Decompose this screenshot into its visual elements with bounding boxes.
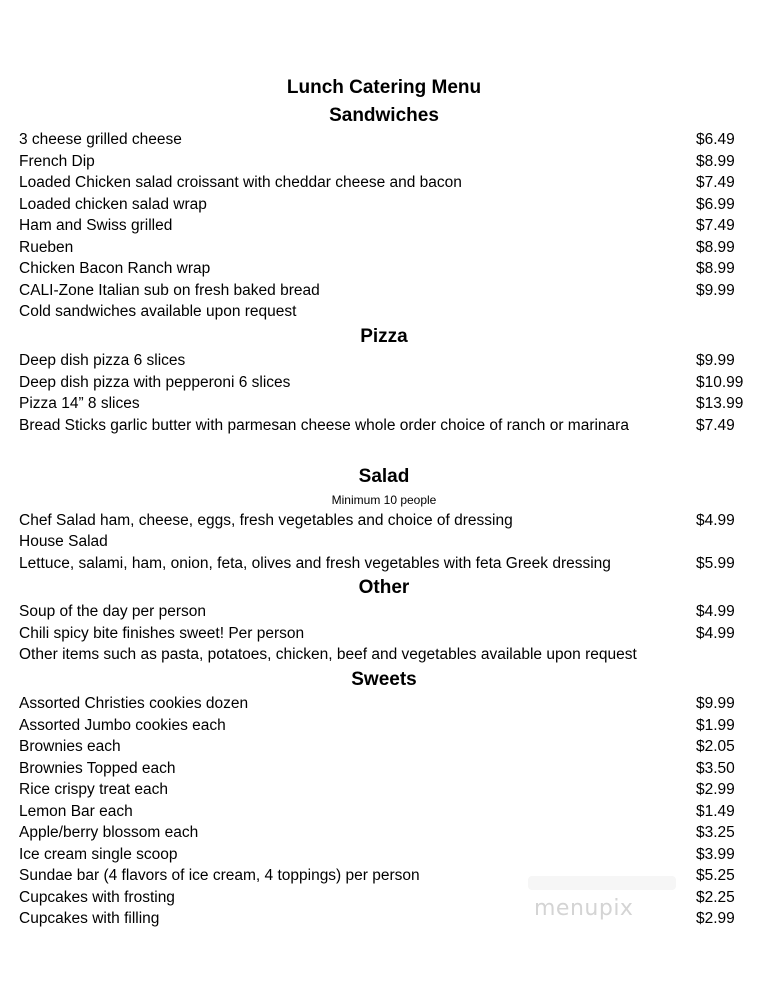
item-name: Loaded Chicken salad croissant with cheddar cheese and bacon — [19, 174, 462, 191]
section-heading-salad: Salad — [358, 466, 410, 487]
item-price: $13.99 — [696, 395, 744, 412]
item-price: $5.25 — [696, 867, 735, 884]
item-name: Deep dish pizza 6 slices — [19, 352, 186, 369]
menupix-watermark: menupix — [534, 896, 634, 921]
item-name: Assorted Jumbo cookies each — [19, 716, 226, 734]
item-name: Bread Sticks garlic butter with parmesan cheese whole order choice of ranch or marinara — [19, 416, 629, 434]
menu-item — [19, 822, 759, 844]
menu-item — [19, 601, 759, 623]
item-price: $6.49 — [696, 131, 735, 148]
item-price: $8.99 — [696, 238, 735, 256]
item-name: Pizza 14” 8 slices — [19, 395, 140, 412]
item-name: Brownies each — [19, 738, 121, 755]
item-price: $2.99 — [696, 781, 735, 798]
item-name: Lettuce, salami, ham, onion, feta, olives and fresh vegetables with feta Greek dressing — [19, 554, 611, 572]
item-name: Cupcakes with frosting — [19, 888, 175, 906]
item-name: CALI-Zone Italian sub on fresh baked bread — [19, 281, 320, 299]
item-price: $6.99 — [696, 195, 735, 213]
menu-item — [19, 350, 759, 372]
item-name: Chef Salad ham, cheese, eggs, fresh vegetables and choice of dressing — [19, 511, 513, 529]
menu-item — [19, 172, 759, 194]
item-name: Other items such as pasta, potatoes, chicken, beef and vegetables available upon request — [19, 646, 637, 663]
item-name: Ice cream single scoop — [19, 845, 178, 863]
item-price: $8.99 — [696, 152, 735, 170]
item-name: Soup of the day per person — [19, 603, 206, 620]
menu-item — [19, 372, 759, 394]
item-name: Chili spicy bite finishes sweet! Per person — [19, 624, 305, 642]
menu-item — [19, 553, 759, 575]
item-price: $3.99 — [696, 845, 735, 863]
item-price: $5.99 — [696, 554, 735, 572]
item-name: Cold sandwiches available upon request — [19, 303, 297, 320]
item-price: $3.25 — [696, 824, 735, 841]
menu-item — [19, 531, 759, 553]
menu-item — [19, 393, 759, 415]
section-heading-other: Other — [358, 577, 410, 598]
menu-item — [19, 194, 759, 216]
menu-item — [19, 908, 759, 930]
section-heading-sandwiches: Sandwiches — [329, 105, 439, 126]
item-price: $2.99 — [696, 910, 735, 927]
menu-item — [19, 693, 759, 715]
item-price: $1.49 — [696, 802, 735, 820]
menu-item — [19, 415, 759, 437]
item-price: $1.99 — [696, 716, 735, 734]
item-price: $7.49 — [696, 217, 735, 234]
menu-item — [19, 215, 759, 237]
menu-item — [19, 736, 759, 758]
menu-item — [19, 151, 759, 173]
salad-minimum-note: Minimum 10 people — [331, 493, 437, 507]
item-name: Brownies Topped each — [19, 759, 176, 777]
item-name: Chicken Bacon Ranch wrap — [19, 260, 211, 277]
section-heading-sweets: Sweets — [351, 669, 417, 690]
item-price: $9.99 — [696, 695, 735, 712]
item-price: $4.99 — [696, 603, 735, 620]
menu-item — [19, 301, 759, 323]
menu-item — [19, 644, 759, 666]
menu-item — [19, 510, 759, 532]
menu-item — [19, 623, 759, 645]
item-name: Loaded chicken salad wrap — [19, 195, 207, 213]
item-name: Deep dish pizza with pepperoni 6 slices — [19, 373, 291, 391]
menu-item — [19, 801, 759, 823]
item-name: French Dip — [19, 152, 95, 170]
item-price: $9.99 — [696, 281, 735, 299]
menu-item — [19, 280, 759, 302]
menu-item — [19, 237, 759, 259]
item-name: Ham and Swiss grilled — [19, 217, 173, 234]
menu-item — [19, 758, 759, 780]
item-price: $9.99 — [696, 352, 735, 369]
menu-item — [19, 715, 759, 737]
item-name: Cupcakes with filling — [19, 910, 160, 927]
item-price: $4.99 — [696, 624, 735, 642]
item-price: $7.49 — [696, 174, 735, 191]
item-price: $7.49 — [696, 416, 735, 434]
menu-item — [19, 779, 759, 801]
item-name: Rueben — [19, 238, 74, 256]
item-price: $8.99 — [696, 260, 735, 277]
menu-item — [19, 844, 759, 866]
item-name: Lemon Bar each — [19, 802, 133, 820]
item-name: Rice crispy treat each — [19, 781, 169, 798]
watermark-smudge — [528, 876, 676, 890]
item-name: 3 cheese grilled cheese — [19, 131, 182, 148]
item-name: House Salad — [19, 533, 108, 550]
item-price: $10.99 — [696, 373, 744, 391]
menu-item — [19, 129, 759, 151]
menu-item — [19, 258, 759, 280]
section-heading-pizza: Pizza — [360, 326, 408, 347]
item-name: Sundae bar (4 flavors of ice cream, 4 toppings) per person — [19, 867, 420, 884]
item-name: Apple/berry blossom each — [19, 824, 199, 841]
item-price: $3.50 — [696, 759, 735, 777]
item-price: $2.05 — [696, 738, 735, 755]
item-price: $4.99 — [696, 511, 735, 529]
menu-title: Lunch Catering Menu — [286, 77, 482, 98]
item-price: $2.25 — [696, 888, 735, 906]
item-name: Assorted Christies cookies dozen — [19, 695, 249, 712]
